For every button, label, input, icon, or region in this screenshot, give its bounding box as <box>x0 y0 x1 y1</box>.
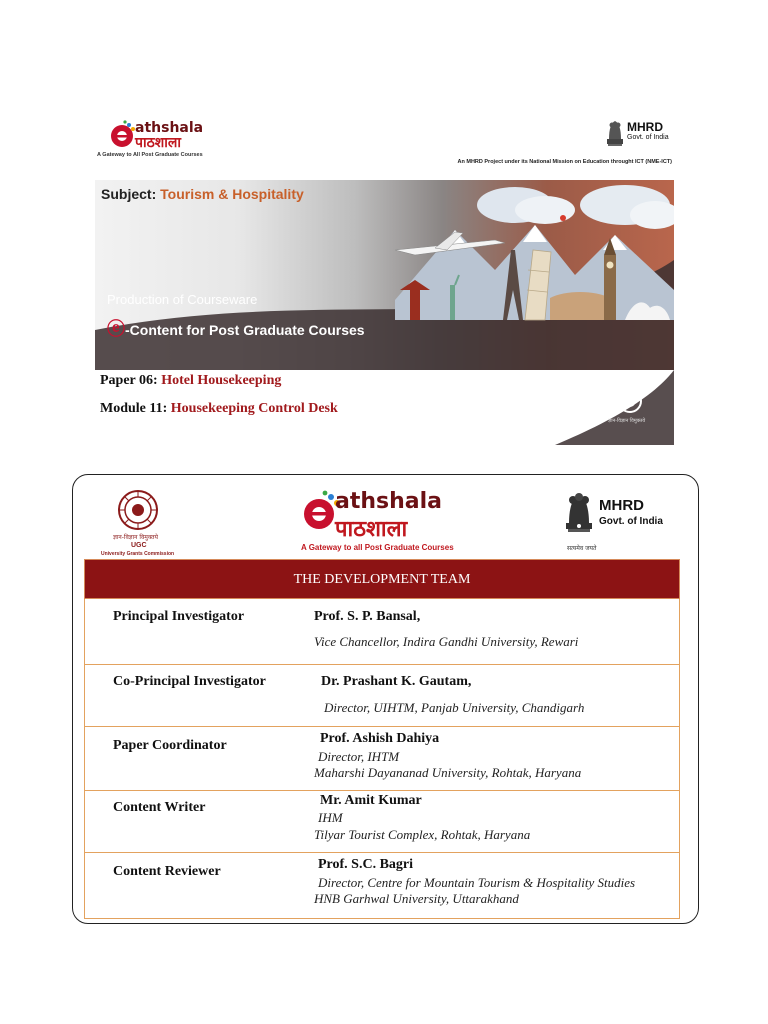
epathshala-e-logo-icon <box>107 119 137 149</box>
pathshala-tagline: A Gateway to all Post Graduate Courses <box>301 543 454 552</box>
banner-lower <box>95 370 674 445</box>
team-role: Content Writer <box>113 800 206 815</box>
ashoka-emblem-icon <box>563 487 595 539</box>
ugc-hindi-motto: ज्ञान-विज्ञान विमुक्तये <box>113 534 159 541</box>
paper-value: Hotel Housekeeping <box>161 373 282 388</box>
team-row <box>84 791 680 853</box>
project-line: An MHRD Project under its National Mission on Education throught ICT (NME-ICT) <box>457 159 672 165</box>
team-role: Co-Principal Investigator <box>113 674 266 689</box>
team-member-affiliation: Vice Chancellor, Indira Gandhi University, Rewari <box>314 634 579 649</box>
team-member-name: Prof. S.C. Bagri <box>318 857 414 872</box>
production-line: Production of Courseware <box>107 292 258 307</box>
paper-label: Paper 06: <box>100 373 158 388</box>
team-row <box>84 599 680 665</box>
team-member-affiliation: Director, UIHTM, Panjab University, Chandigarh <box>324 700 585 715</box>
mhrd-motto: सत्यमेव जयते <box>567 545 597 552</box>
team-role: Paper Coordinator <box>113 738 227 753</box>
team-role: Content Reviewer <box>113 864 221 879</box>
team-member-affiliation: Director, IHTM <box>318 749 400 764</box>
ugc-small-logo-icon <box>617 388 643 414</box>
course-banner <box>95 105 674 445</box>
team-member-name: Prof. S. P. Bansal, <box>314 609 421 624</box>
team-member-name: Mr. Amit Kumar <box>320 793 422 808</box>
ashoka-emblem-icon <box>605 117 625 149</box>
econtent-line <box>107 315 365 341</box>
team-member-affiliation: Tilyar Tourist Complex, Rohtak, Haryana <box>314 827 531 842</box>
development-team-card <box>72 474 699 924</box>
team-member-affiliation: Director, Centre for Mountain Tourism & Hospitality Studies <box>318 875 636 890</box>
team-heading: THE DEVELOPMENT TEAM <box>84 559 680 599</box>
team-row <box>84 665 680 727</box>
mhrd-title: MHRD <box>627 120 663 134</box>
module-label: Module 11: <box>100 401 168 416</box>
ugc-full-name: University Grants Commission <box>101 551 175 557</box>
team-row <box>84 853 680 919</box>
mhrd-title: MHRD <box>599 497 644 514</box>
ugc-small-label: ज्ञान-विज्ञान विमुक्तये <box>608 418 646 424</box>
pathshala-wordmark: athshala <box>335 489 443 514</box>
ugc-logo-icon <box>117 489 159 531</box>
subject-value: Tourism & Hospitality <box>160 186 304 202</box>
team-member-affiliation: IHM <box>318 810 343 825</box>
banner-header <box>95 105 674 180</box>
pathshala-wordmark: athshala <box>135 120 204 136</box>
subject-label: Subject: <box>101 186 157 202</box>
pathshala-hindi-wordmark: पाठशाला <box>135 135 181 151</box>
mhrd-subtitle: Govt. of India <box>627 134 669 141</box>
subject-line <box>101 186 304 202</box>
pathshala-tagline: A Gateway to All Post Graduate Courses <box>97 152 203 158</box>
team-member-affiliation: HNB Garhwal University, Uttarakhand <box>314 891 519 906</box>
module-value: Housekeeping Control Desk <box>170 401 338 416</box>
econtent-text: -Content for Post Graduate Courses <box>125 322 365 338</box>
mhrd-subtitle: Govt. of India <box>599 516 663 527</box>
team-member-affiliation: Maharshi Dayananad University, Rohtak, Haryana <box>314 765 582 780</box>
team-row <box>84 727 680 791</box>
econtent-e-icon: ⓔ <box>107 319 125 339</box>
ugc-label: UGC <box>131 542 147 549</box>
team-role: Principal Investigator <box>113 609 245 624</box>
tourism-collage-band <box>95 180 674 370</box>
travel-landmarks-illustration <box>95 180 674 370</box>
module-line <box>100 401 338 417</box>
pathshala-hindi-wordmark: पाठशाला <box>335 517 408 542</box>
team-member-name: Prof. Ashish Dahiya <box>320 731 440 746</box>
team-member-name: Dr. Prashant K. Gautam, <box>321 674 472 689</box>
paper-line <box>100 373 281 389</box>
